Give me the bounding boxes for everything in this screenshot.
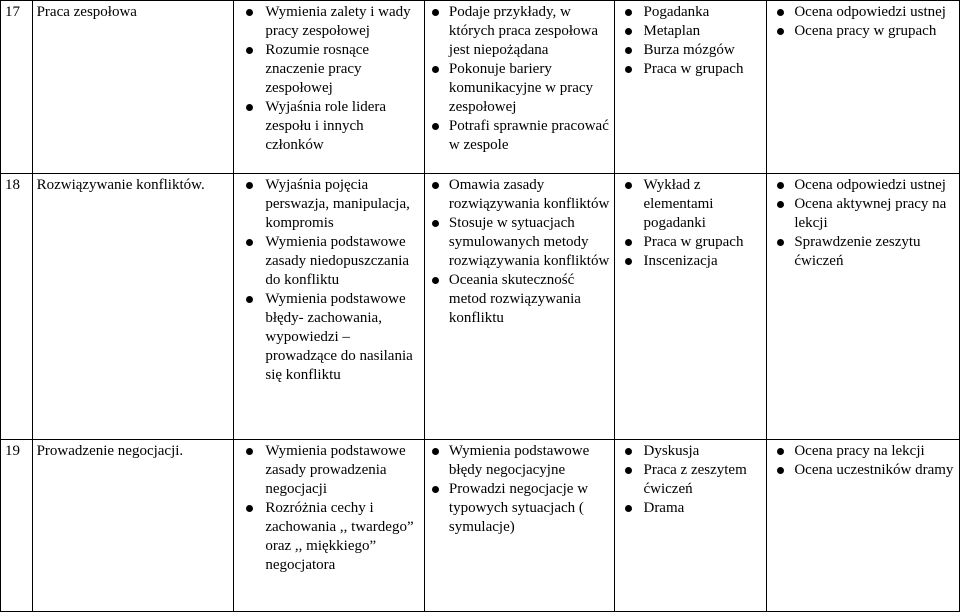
lesson-number: 18 bbox=[1, 174, 33, 440]
lesson-topic: Praca zespołowa bbox=[32, 1, 234, 174]
achievements-list bbox=[429, 3, 611, 155]
list-item: Ocena odpowiedzi ustnej bbox=[771, 3, 955, 22]
list-item: Podaje przykłady, w których praca zespołowa jest niepożądana bbox=[429, 3, 611, 60]
list-item: Ocena odpowiedzi ustnej bbox=[771, 176, 955, 195]
list-item: Dyskusja bbox=[619, 442, 762, 461]
list-item: Rozumie rosnące znaczenie pracy zespołowej bbox=[238, 41, 420, 98]
list-item: Praca w grupach bbox=[619, 60, 762, 79]
aims-cell bbox=[234, 174, 425, 440]
list-item: Wyjaśnia role lidera zespołu i innych członków bbox=[238, 98, 420, 155]
list-item: Pogadanka bbox=[619, 3, 762, 22]
list-item: Prowadzi negocjacje w typowych sytuacjach ( symulacje) bbox=[429, 480, 611, 537]
methods-list bbox=[619, 3, 762, 79]
evaluation-cell bbox=[767, 1, 960, 174]
list-item: Burza mózgów bbox=[619, 41, 762, 60]
list-item: Wymienia podstawowe zasady prowadzenia negocjacji bbox=[238, 442, 420, 499]
methods-list bbox=[619, 442, 762, 518]
list-item: Wymienia zalety i wady pracy zespołowej bbox=[238, 3, 420, 41]
list-item: Praca z zeszytem ćwiczeń bbox=[619, 461, 762, 499]
list-item: Wymienia podstawowe błędy- zachowania, wypowiedzi – prowadzące do nasilania się konfliktu bbox=[238, 290, 420, 385]
list-item: Potrafi sprawnie pracować w zespole bbox=[429, 117, 611, 155]
achievements-list bbox=[429, 176, 611, 328]
list-item: Wymienia podstawowe zasady niedopuszczania do konfliktu bbox=[238, 233, 420, 290]
lesson-number: 19 bbox=[1, 440, 33, 612]
lesson-topic: Rozwiązywanie konfliktów. bbox=[32, 174, 234, 440]
list-item: Ocena pracy na lekcji bbox=[771, 442, 955, 461]
achievements-cell bbox=[424, 440, 615, 612]
table-row bbox=[1, 174, 960, 440]
aims-cell bbox=[234, 1, 425, 174]
list-item: Metaplan bbox=[619, 22, 762, 41]
list-item: Ocena pracy w grupach bbox=[771, 22, 955, 41]
list-item: Rozróżnia cechy i zachowania ,, twardego” oraz ,, miękkiego” negocjatora bbox=[238, 499, 420, 575]
evaluation-list bbox=[771, 3, 955, 41]
list-item: Wyjaśnia pojęcia perswazja, manipulacja, kompromis bbox=[238, 176, 420, 233]
list-item: Inscenizacja bbox=[619, 252, 762, 271]
list-item: Omawia zasady rozwiązywania konfliktów bbox=[429, 176, 611, 214]
list-item: Ocena aktywnej pracy na lekcji bbox=[771, 195, 955, 233]
list-item: Wykład z elementami pogadanki bbox=[619, 176, 762, 233]
aims-list bbox=[238, 176, 420, 385]
lesson-topic: Prowadzenie negocjacji. bbox=[32, 440, 234, 612]
list-item: Drama bbox=[619, 499, 762, 518]
evaluation-cell bbox=[767, 174, 960, 440]
list-item: Stosuje w sytuacjach symulowanych metody rozwiązywania konfliktów bbox=[429, 214, 611, 271]
list-item: Sprawdzenie zeszytu ćwiczeń bbox=[771, 233, 955, 271]
table-row bbox=[1, 1, 960, 174]
evaluation-list bbox=[771, 176, 955, 271]
evaluation-list bbox=[771, 442, 955, 480]
methods-cell bbox=[615, 440, 767, 612]
table-row bbox=[1, 440, 960, 612]
methods-cell bbox=[615, 1, 767, 174]
aims-list bbox=[238, 3, 420, 155]
list-item: Praca w grupach bbox=[619, 233, 762, 252]
methods-cell bbox=[615, 174, 767, 440]
lesson-number: 17 bbox=[1, 1, 33, 174]
list-item: Wymienia podstawowe błędy negocjacyjne bbox=[429, 442, 611, 480]
achievements-cell bbox=[424, 1, 615, 174]
list-item: Ocena uczestników dramy bbox=[771, 461, 955, 480]
list-item: Oceania skuteczność metod rozwiązywania konfliktu bbox=[429, 271, 611, 328]
achievements-list bbox=[429, 442, 611, 537]
aims-list bbox=[238, 442, 420, 575]
list-item: Pokonuje bariery komunikacyjne w pracy zespołowej bbox=[429, 60, 611, 117]
evaluation-cell bbox=[767, 440, 960, 612]
achievements-cell bbox=[424, 174, 615, 440]
methods-list bbox=[619, 176, 762, 271]
aims-cell bbox=[234, 440, 425, 612]
